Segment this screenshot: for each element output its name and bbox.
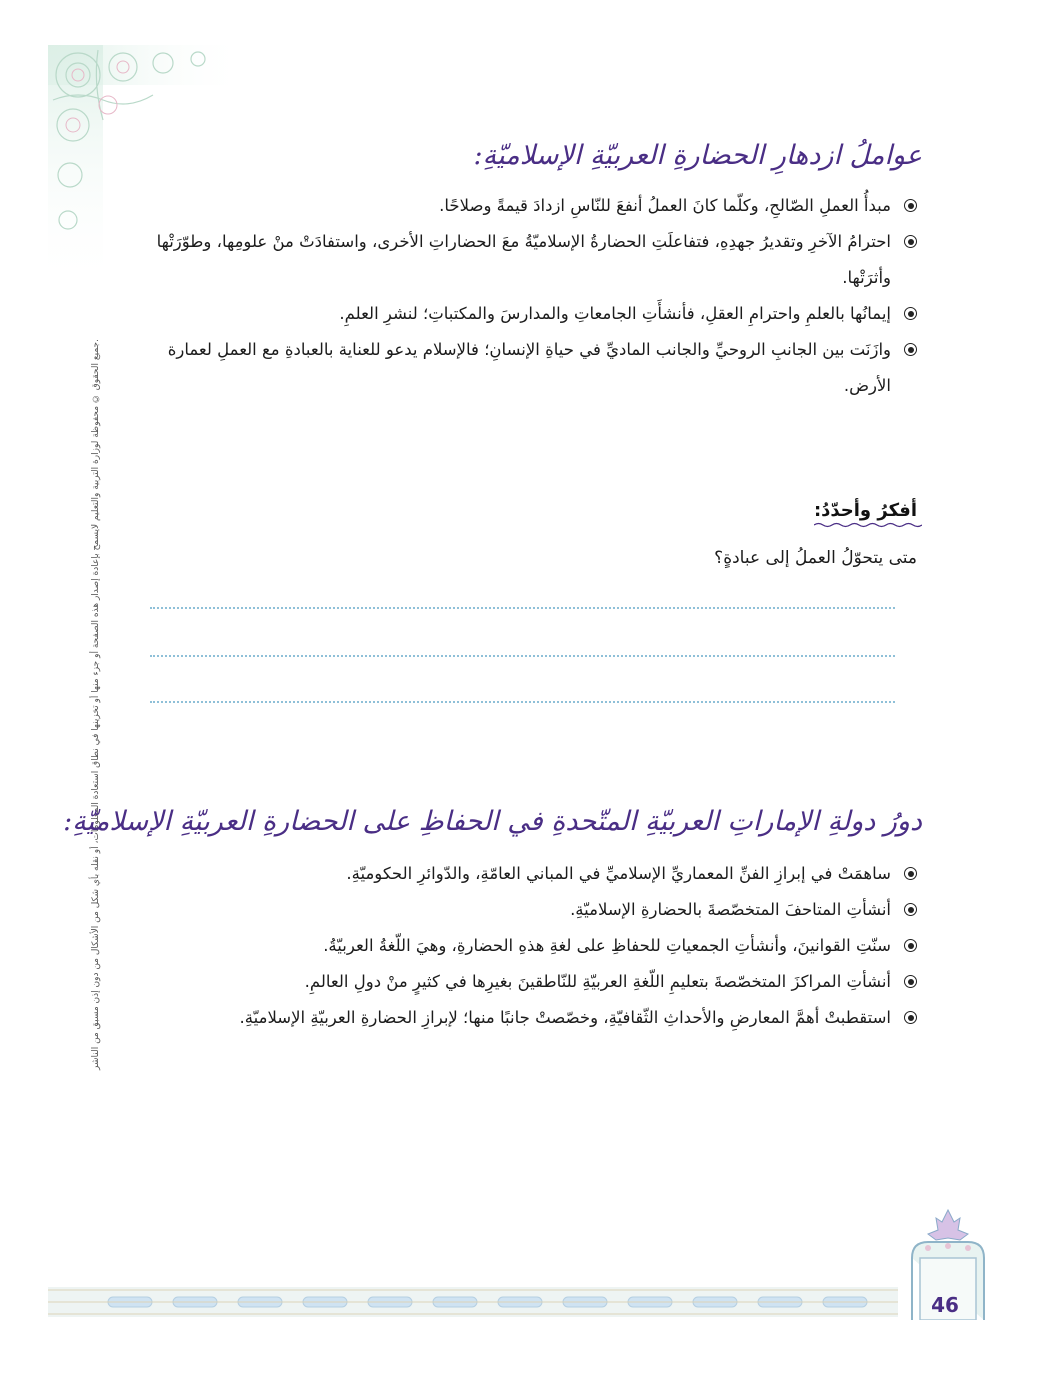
bullet-icon	[904, 867, 917, 880]
list-item-text: إيمانُها بالعلمِ واحترامِ العقلِ، فأنشأَتِ الجامعاتِ والمدارسَ والمكتباتِ؛ لنشرِ العلمِ.	[339, 304, 891, 323]
think-question: متى يتحوّلُ العملُ إلى عبادةٍ؟	[714, 548, 917, 568]
list-item-text: احترامُ الآخرِ وتقديرُ جهدِهِ، فتفاعلَتِ الحضارةُ الإسلاميّةُ معَ الحضاراتِ الأخرى، واستفادَتْ منْ علومِها، وطوّرَتْها وأثرَتْها.	[156, 232, 891, 287]
list-item-text: أنشأتِ المتاحفَ المتخصّصةَ بالحضارةِ الإسلاميّةِ.	[570, 900, 891, 919]
section2-list	[137, 856, 917, 1036]
bullet-icon	[904, 903, 917, 916]
bottom-ornament-band	[48, 1287, 898, 1317]
section1-list	[137, 188, 917, 404]
list-item	[137, 892, 917, 928]
list-item	[137, 332, 917, 404]
list-item	[137, 928, 917, 964]
list-item-text: استقطبتْ أهمَّ المعارضِ والأحداثِ الثّقافيّةِ، وخصّصتْ جانبًا منها؛ لإبرازِ الحضارةِ العربيّةِ الإسلاميّةِ.	[239, 1008, 891, 1027]
list-item	[137, 964, 917, 1000]
answer-line-3[interactable]	[150, 701, 895, 703]
bullet-icon	[904, 199, 917, 212]
list-item	[137, 856, 917, 892]
bullet-icon	[904, 1011, 917, 1024]
bullet-icon	[904, 939, 917, 952]
list-item-text: مبدأُ العملِ الصّالحِ، وكلّما كانَ العملُ أنفعَ للنّاسِ ازدادَ قيمةً وصلاحًا.	[439, 196, 891, 215]
list-item-text: أنشأتِ المراكزَ المتخصّصةَ بتعليمِ اللّغةِ العربيّةِ للنّاطقينَ بغيرِها في كثيرٍ منْ دولِ العالمِ.	[304, 972, 891, 991]
copyright-note: جميع الحقوق © محفوظة لوزارة التربية والتعليم لايسمح بإعادة إصدار هذه الصفحة أو جزء منها أو تخزينها في نطاق استعادة المعلومات، أو نقله بأي شكل من الأشكال من دون إذن مسبق من الناشر.	[91, 339, 101, 1070]
list-item	[137, 296, 917, 332]
page-number: 46	[931, 1293, 959, 1317]
bullet-icon	[904, 235, 917, 248]
list-item	[137, 1000, 917, 1036]
wavy-underline	[814, 522, 922, 528]
think-title: أفكرُ وأحدّدُ:	[813, 500, 917, 521]
bullet-icon	[904, 975, 917, 988]
bullet-icon	[904, 343, 917, 356]
answer-line-2[interactable]	[150, 655, 895, 657]
bullet-icon	[904, 307, 917, 320]
section2-heading: دورُ دولةِ الإماراتِ العربيّةِ المتّحدةِ في الحفاظِ على الحضارةِ العربيّةِ الإسلاميّةِ:	[63, 806, 922, 837]
list-item	[137, 188, 917, 224]
list-item	[137, 224, 917, 296]
answer-line-1[interactable]	[150, 607, 895, 609]
list-item-text: وازَنَت بين الجانبِ الروحيِّ والجانب الماديِّ في حياةِ الإنسانِ؛ فالإسلام يدعو للعناية بالعبادةِ مع العملِ لعمارة الأرض.	[167, 340, 891, 395]
list-item-text: سنّتِ القوانينَ، وأنشأتِ الجمعياتِ للحفاظِ على لغةِ هذهِ الحضارةِ، وهيَ اللّغةُ العربيّةُ.	[323, 936, 891, 955]
section1-heading: عواملُ ازدهارِ الحضارةِ العربيّةِ الإسلاميّةِ:	[473, 140, 922, 171]
list-item-text: ساهمَتْ في إبرازِ الفنِّ المعماريِّ الإسلاميِّ في المباني العامّةِ، والدّوائرِ الحكوميّةِ.	[346, 864, 891, 883]
